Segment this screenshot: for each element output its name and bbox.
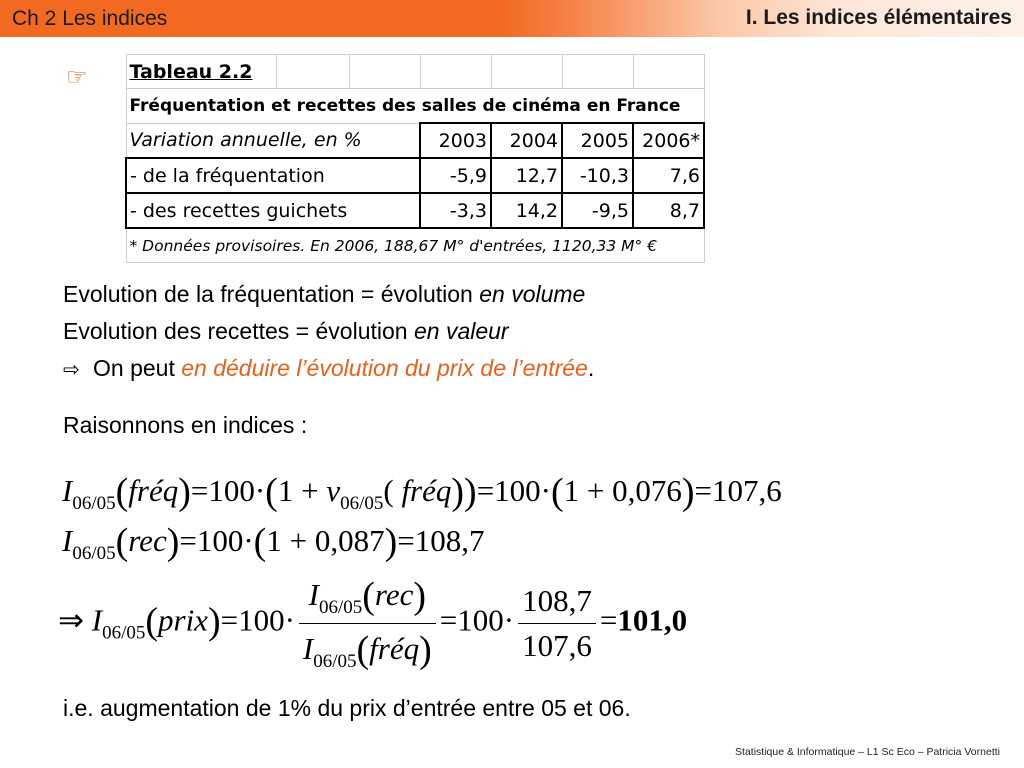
table-cell: -3,3 <box>420 193 491 228</box>
text-line-volume: Evolution de la fréquentation = évolution en volume <box>63 281 586 307</box>
year-header: 2003 <box>420 123 491 158</box>
table-cell: -9,5 <box>562 193 633 228</box>
text-line-valeur: Evolution des recettes = évolution en valeur <box>63 318 509 344</box>
data-table <box>125 54 705 263</box>
formula-freq-index: $I_{06/05}(fréq)=100\cdot(1 + v_{06/05}$( fréq))=100·(1 + 0,076)=107,6 <box>62 471 782 514</box>
fraction-values: $\frac{108,7}{107,6}$ <box>518 583 596 664</box>
year-header: 2006* <box>633 123 704 158</box>
table-subtitle: Fréquentation et recettes des salles de cinéma en France <box>126 89 704 124</box>
table-cell: -5,9 <box>420 158 491 193</box>
year-header: 2004 <box>491 123 562 158</box>
text-line-deduction: ⇨ On peut en déduire l’évolution du prix de l’entrée. <box>63 355 595 381</box>
section-title: I. Les indices élémentaires <box>745 6 1012 29</box>
table-cell: 7,6 <box>633 158 704 193</box>
table-cell: -10,3 <box>562 158 633 193</box>
table-row <box>126 193 704 228</box>
footer-credit: Statistique & Informatique – L1 Sc Eco – Patricia Vornetti <box>735 746 1000 758</box>
implies-icon: ⇒ <box>58 602 84 638</box>
prix-result: 101,0 <box>617 602 688 638</box>
row-label: - de la fréquentation <box>126 158 420 193</box>
fraction-indices: $\frac{I_{06/05}(rec)}{I_{06/05}(fréq)}$ <box>299 574 436 673</box>
table-note: * Données provisoires. En 2006, 188,67 M° d'entrées, 1120,33 M° € <box>126 228 704 263</box>
conclusion-text: i.e. augmentation de 1% du prix d’entrée entre 05 et 06. <box>63 695 631 721</box>
formula-prix-index: ⇒ $I_{06/05}(prix)=100\cdot$ $\frac{I_{06/05}(rec)}{I_{06/05}(fréq)}$ =100· $\frac{108,7}{107,6}$ =101,0 <box>58 575 688 672</box>
row-label: - des recettes guichets <box>126 193 420 228</box>
table-cell: 12,7 <box>491 158 562 193</box>
table-cell: 8,7 <box>633 193 704 228</box>
year-header: 2005 <box>562 123 633 158</box>
text-line-indices: Raisonnons en indices : <box>63 412 308 438</box>
variation-label: Variation annuelle, en % <box>126 123 420 158</box>
table-row <box>126 158 704 193</box>
chapter-title: Ch 2 Les indices <box>12 7 168 30</box>
arrow-implies-icon: ⇨ <box>63 359 80 381</box>
table-title: Tableau 2.2 <box>126 55 276 89</box>
header-bar <box>0 0 1024 37</box>
table-cell: 14,2 <box>491 193 562 228</box>
pointing-hand-icon: ☞ <box>66 64 88 91</box>
formula-rec-index: $I_{06/05}(rec)=100\cdot(1 + 0,087)=108,7$ <box>62 521 485 564</box>
